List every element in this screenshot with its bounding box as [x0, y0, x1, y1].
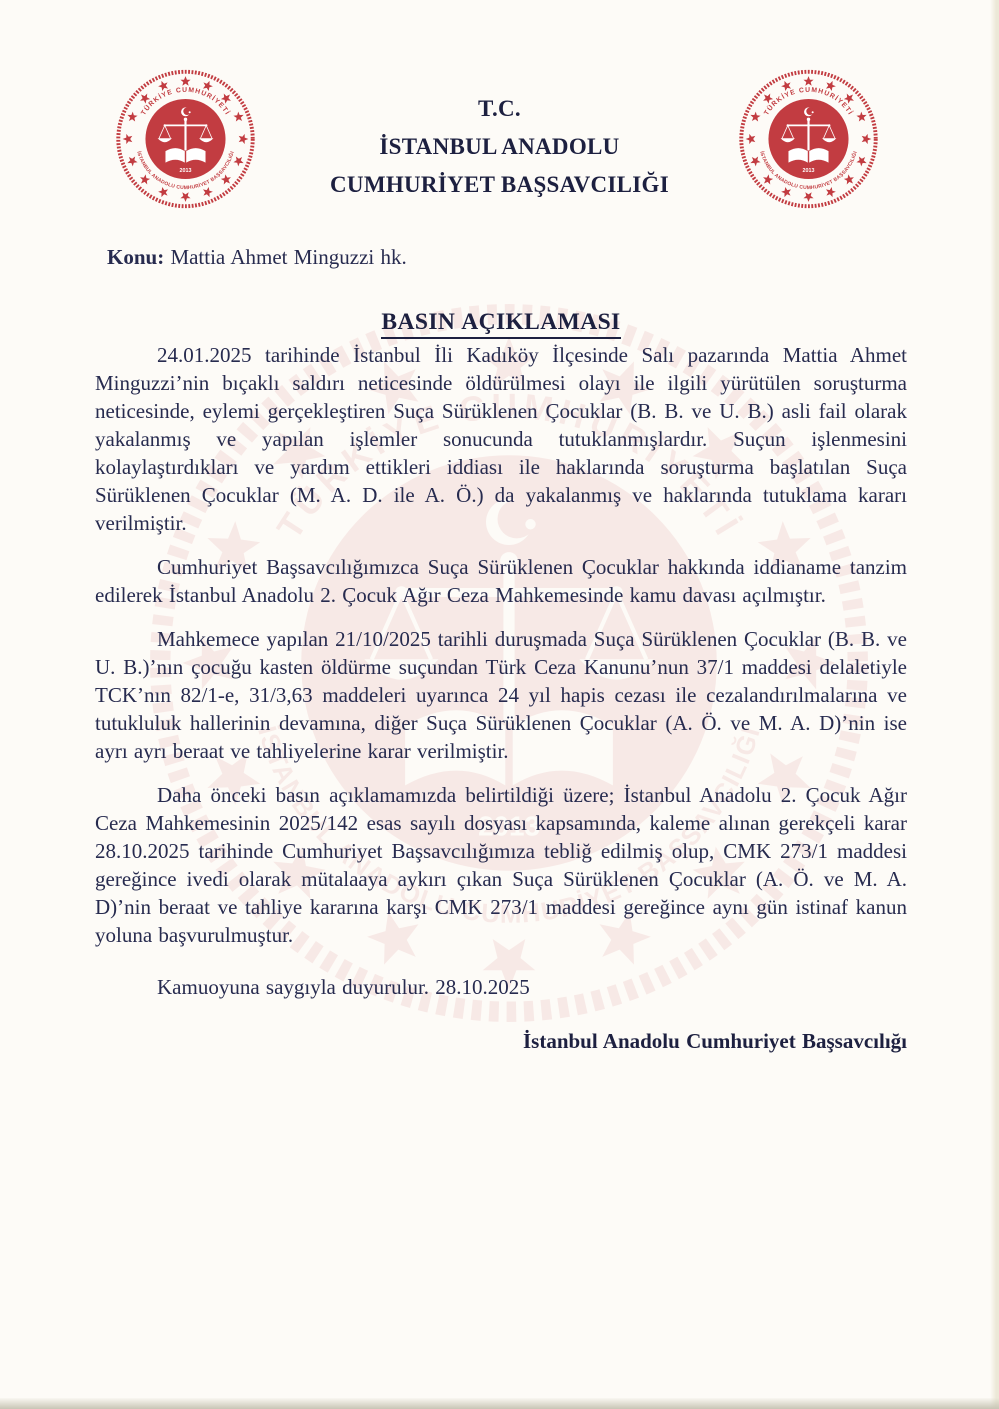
header-office-line2: CUMHURİYET BAŞSAVCILIĞI — [330, 172, 669, 197]
scan-edge-bottom — [0, 1398, 999, 1409]
subject-line — [107, 243, 907, 271]
scan-edge-right — [990, 0, 999, 1409]
letterhead — [0, 90, 999, 204]
paragraph-3: Mahkemece yapılan 21/10/2025 tarihli duruşmada Suça Sürüklenen Çocuklar (B. B. ve U. B.)’nın çocuğu kasten öldürme suçundan Türk Ceza Kanunu’nun 37/1 maddesi delaletiyle TCK’nın 82/1-e, 31/3,63 maddeleri uyarınca 24 yıl hapis cezası ile cezalandırılmalarına ve tutukluluk hallerinin devamına, diğer Suça Sürüklenen Çocuklar (A. Ö. ve M. A. D)’nin ise ayrı ayrı beraat ve tahliyelerine karar verilmiştir. — [95, 627, 907, 763]
subject-value: Mattia Ahmet Minguzzi hk. — [170, 245, 407, 269]
paragraph-4: Daha önceki basın açıklamamızda belirtildiği üzere; İstanbul Anadolu 2. Çocuk Ağır Ceza Mahkemesinin 2025/142 esas sayılı dosyası kapsamında, kaleme alınan gerekçeli karar 28.10.2025 tarihinde Cumhuriyet Başsavcılığımıza tebliğ edilmiş olup, CMK 273/1 maddesi gereğince ivedi olarak mütalaaya aykırı çıkan Suça Sürüklenen Çocuklar (A. Ö. ve M. A. D)’nin beraat ve tahliye kararına karşı CMK 273/1 maddesi gereğince aynı gün istinaf kanun yoluna başvurulmuştur. — [95, 783, 907, 947]
paragraph-1: 24.01.2025 tarihinde İstanbul İli Kadıköy İlçesinde Salı pazarında Mattia Ahmet Minguzzi’nin bıçaklı saldırı neticesinde öldürülmesi olayı ile ilgili yürütülen soruşturma neticesinde, eylemi gerçekleştiren Suça Sürüklenen Çocuklar (B. B. ve U. B.) asli fail olarak yakalanmış ve yapılan işlemler sonucunda tutuklanmışlardır. Suçun işlenmesini kolaylaştırdıkları ve yardım ettikleri iddiası ile haklarında soruşturma başlatılan Suça Sürüklenen Çocuklar (M. A. D. ile A. Ö.) da yakalanmış ve haklarında tutuklama kararı verilmiştir. — [95, 343, 907, 535]
header-office-line1: İSTANBUL ANADOLU — [379, 134, 620, 159]
document-body — [95, 243, 907, 1055]
signature: İstanbul Anadolu Cumhuriyet Başsavcılığı — [522, 1029, 907, 1053]
press-release-title: BASIN AÇIKLAMASI — [381, 307, 620, 339]
header-tc: T.C. — [478, 96, 521, 121]
title-row — [95, 307, 907, 339]
paragraph-2: Cumhuriyet Başsavcılığımızca Suça Sürüklenen Çocuklar hakkında iddianame tanzim edilerek İstanbul Anadolu 2. Çocuk Ağır Ceza Mahkemesinde kamu davası açılmıştır. — [95, 555, 907, 607]
closing-line: Kamuoyuna saygıyla duyurulur. 28.10.2025 — [157, 975, 530, 999]
subject-label: Konu: — [107, 245, 165, 269]
